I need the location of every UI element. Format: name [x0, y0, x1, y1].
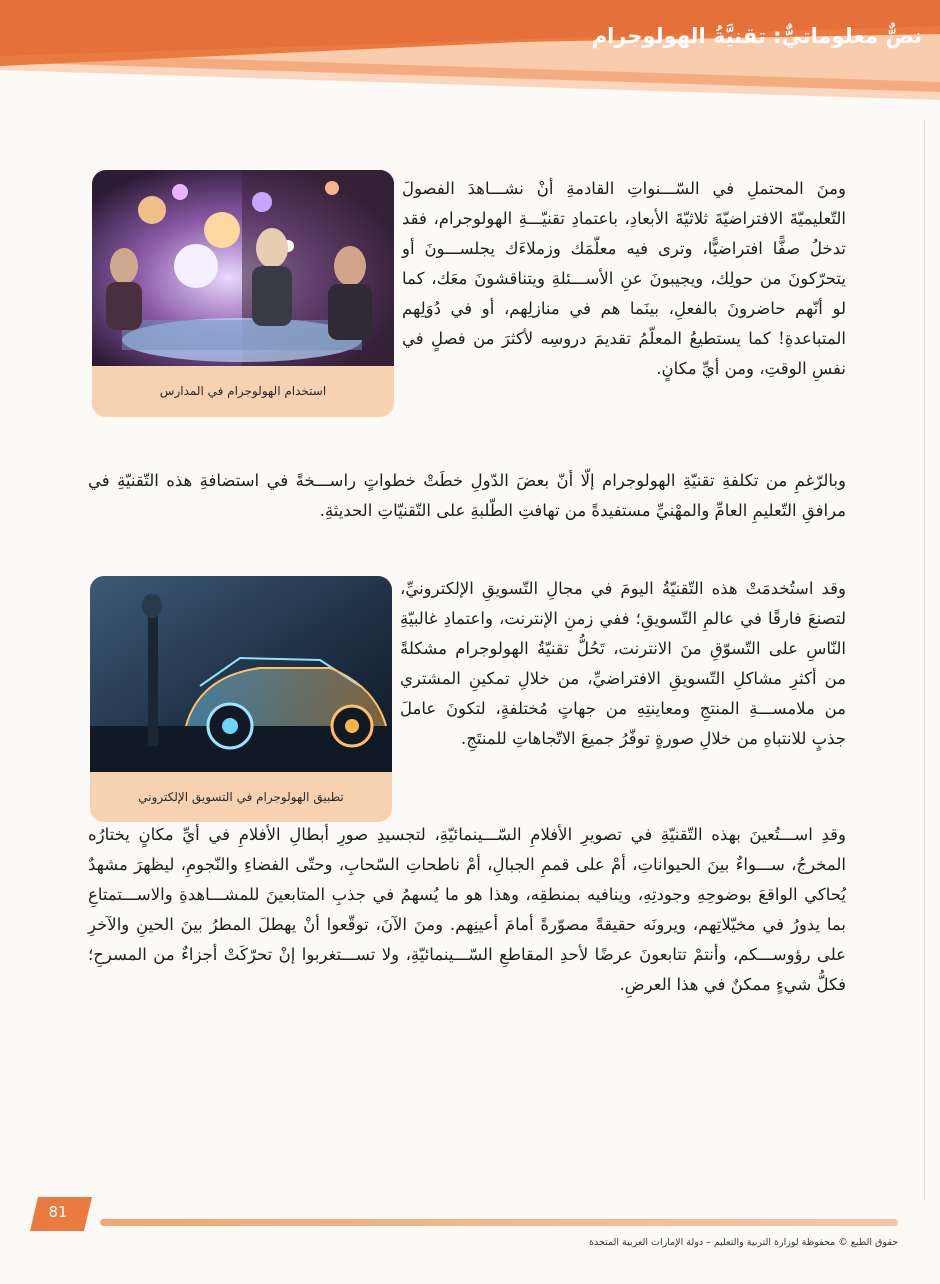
header-band — [0, 0, 940, 100]
page-number: 81 — [48, 1203, 68, 1221]
car-figure — [90, 576, 392, 822]
page-title: نصٌّ معلوماتيٌّ: تقنيَّةُ الهولوجرام — [591, 24, 922, 48]
paragraph-education-adoption: وبالرّغمِ من تكلفةِ تقنيّةِ الهولوجرام إلّا أنّ بعضَ الدّولِ خطَتْ خطواتٍ راســـخةً في استضافةِ هذه التّقنيّةِ في مرافقِ التّعليمِ العامِّ والمهْنيِّ مستفيدةً من تهافتِ الطّلبةِ على التّقنيّاتِ الحديثةِ. — [88, 471, 846, 520]
copyright-notice: حقوق الطبع © محفوظة لوزارة التربية والتعليم – دولة الإمارات العربية المتحدة — [589, 1237, 898, 1248]
classroom-caption: استخدام الهولوجرام في المدارس — [159, 384, 327, 398]
paragraph-cinema: وقدِ اســـتُعينَ بهذه التّقنيّةِ في تصويرِ الأفلامِ السّـــينمائيّةِ، لتجسيدِ صورِ أبطالِ الأفلامِ في أيِّ مكانٍ يختارُه المخرجُ، ســـواءٌ بينَ الحيواناتِ، أمْ على قممِ الجبالِ، أمْ ناطحاتِ السّحابِ، وحتّى الفضاءِ والنّجومِ، ليظهرَ مشهدٌ يُحاكي الواقعَ بوضوحِهِ وجودتِهِ، وينافيه بمنطقِه، وهذا هو ما يُسهمُ في جذبِ المتابعينَ للمشـــاهدةِ والاســـتمتاعِ بما يدورُ في مخيّلاتِهم، ويرونَه حقيقةً مصوّرةً أمامَ أعينِهم. ومنَ الآنَ، توقّعوا أنْ يهطلَ المطرُ بينَ الحينِ والآخرِ على رؤوســـكم، وأنتمْ تتابعونَ عرضًا لأحدِ المقاطعِ السّـــينمائيّةِ، ولا تســـتغربوا إنْ تحرّكَتْ أجزاءٌ من المسرحِ؛ فكلُّ شيءٍ ممكنٌ في هذا العرضِ. — [88, 825, 846, 994]
paragraph-virtual-classrooms: ومنَ المحتملِ في السّـــنواتِ القادمةِ أنْ نشـــاهدَ الفصولَ التّعليميّةَ الافتراضيّةَ ثلاثيّةَ الأبعادِ، باعتمادِ تقنيّـــةِ الهولوجرام، فقد تدخلُ صفًّا افتراضيًّا، وترى فيه معلّمَك وزملاءَك يجلســـونَ أو يتحرّكونَ من حولِك، ويجيبونَ عنِ الأســـئلةِ ويتناقشونَ معَك، كما لو أنّهم حاضرونَ بالفعلِ، بينَما هم في منازلِهم، أو في دُوَلِهم المتباعدةِ! كما يستطيعُ المعلّمُ تقديمَ دروسِه لأكثرَ من فصلٍ في نفسِ الوقتِ، ومن أيِّ مكانٍ. — [402, 179, 846, 378]
scan-edge — [924, 120, 925, 1200]
car-caption: تطبيق الهولوجرام في التسويق الإلكتروني — [138, 790, 344, 804]
car-hologram-image — [90, 576, 392, 772]
classroom-hologram-image — [92, 170, 394, 366]
footer-bar — [100, 1219, 898, 1226]
classroom-figure — [92, 170, 394, 417]
paragraph-marketing: وقد استُخدمَتْ هذه التّقنيّةُ اليومَ في مجالِ التّسويقِ الإلكترونيِّ، لتصنعَ فارقًا في عالمِ التّسويقِ؛ ففي زمنِ الإنترنت، واعتمادِ غالبيّةِ النّاسِ على التّسوّقِ منَ الانترنت، تَحُلُّ تقنيّةُ الهولوجرام مشكلةً من أكثرِ مشاكلِ التّسويقِ الافتراضيِّ، من خلالِ تمكينِ المشتري من ملامســـةِ المنتجِ ومعاينتِهِ من جهاتٍ مُختلفةٍ، لتكونَ عاملَ جذبٍ للانتباهِ من خلالِ صورةٍ توفّرُ جميعَ الاتّجاهاتِ للمنتَجِ. — [400, 579, 846, 748]
